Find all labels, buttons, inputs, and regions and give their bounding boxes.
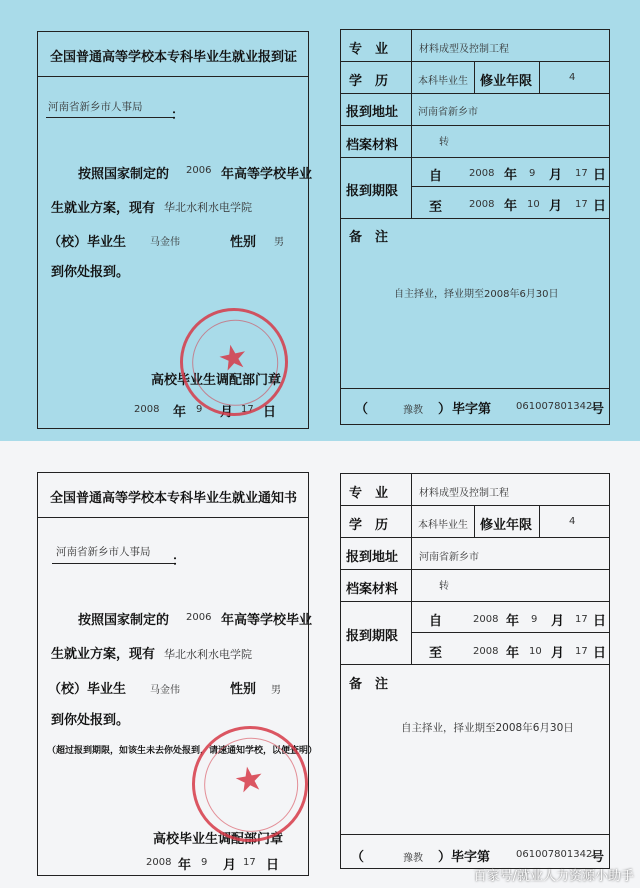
plan-year: 2006 — [186, 165, 212, 176]
report-address-value: 河南省新乡市 — [419, 552, 479, 563]
issue-day: 17 — [241, 404, 254, 415]
issue-year: 2008 — [146, 857, 172, 868]
red-official-seal: ★ — [183, 717, 317, 851]
report-certificate — [0, 0, 640, 441]
recipient-colon: ： — [171, 108, 185, 123]
from-month: 9 — [531, 614, 538, 625]
to-month-char: 月 — [549, 199, 563, 214]
notes-label: 备 注 — [349, 230, 389, 245]
from-year-char: 年 — [504, 168, 518, 183]
period-from-char: 自 — [429, 614, 443, 629]
to-year: 2008 — [473, 646, 499, 657]
body-line2: 生就业方案，现有 — [51, 647, 156, 662]
gender-label: 性别 — [230, 682, 257, 697]
graduate-name: 马金伟 — [150, 685, 180, 696]
body-line4: 到你处报到。 — [51, 713, 130, 728]
period-to-char: 至 — [429, 646, 443, 661]
to-year-char: 年 — [504, 199, 518, 214]
certificate-title: 全国普通高等学校本专科毕业生就业报到证 — [50, 50, 298, 65]
to-day-char: 日 — [593, 646, 607, 661]
period-to-char: 至 — [429, 200, 443, 215]
to-month-char: 月 — [551, 646, 565, 661]
graduate-name: 马金伟 — [150, 237, 180, 248]
archive-label: 档案材料 — [346, 138, 399, 153]
from-day: 17 — [575, 168, 588, 179]
study-years-label: 修业年限 — [480, 74, 533, 89]
body-line4: 到你处报到。 — [51, 265, 130, 280]
day-char: 日 — [266, 858, 280, 873]
source-watermark: 百家号/就业人力资源小助手 — [473, 869, 634, 884]
to-month: 10 — [527, 199, 540, 210]
dept-seal-label: 高校毕业生调配部门章 — [151, 373, 282, 388]
study-years-value: 4 — [569, 72, 576, 83]
body-line1-prefix: 按照国家制定的 — [78, 613, 170, 628]
study-years-label: 修业年限 — [480, 518, 533, 533]
school-name: 华北水利水电学院 — [164, 648, 252, 661]
recipient-colon: ： — [172, 554, 186, 569]
report-period-label: 报到期限 — [346, 629, 399, 644]
serial-suffix: 号 — [591, 402, 605, 417]
notes-value: 自主择业，择业期至2008年6月30日 — [394, 289, 559, 300]
to-month: 10 — [529, 646, 542, 657]
dept-seal-label: 高校毕业生调配部门章 — [153, 832, 284, 847]
notice-certificate — [0, 441, 640, 888]
from-month-char: 月 — [549, 168, 563, 183]
notes-label: 备 注 — [349, 677, 389, 692]
serial-label: 毕字第 — [452, 402, 492, 417]
paren-close: ） — [438, 850, 452, 865]
notes-value: 自主择业，择业期至2008年6月30日 — [401, 722, 574, 734]
from-month: 9 — [529, 168, 536, 179]
paren-close: ） — [438, 402, 452, 417]
body-line3-prefix: （校）毕业生 — [48, 682, 127, 697]
body-line3-prefix: （校）毕业生 — [48, 235, 127, 250]
notice-right-panel — [340, 473, 610, 869]
issuer-code: 豫教 — [403, 405, 423, 416]
from-day: 17 — [575, 614, 588, 625]
divider — [38, 76, 308, 77]
education-value: 本科毕业生 — [418, 76, 468, 87]
serial-suffix: 号 — [591, 850, 605, 865]
year-char: 年 — [173, 405, 187, 420]
year-char: 年 — [178, 858, 192, 873]
issue-year: 2008 — [134, 404, 160, 415]
report-address-label: 报到地址 — [346, 550, 399, 565]
from-month-char: 月 — [551, 614, 565, 629]
from-day-char: 日 — [593, 614, 607, 629]
from-day-char: 日 — [593, 168, 607, 183]
recipient-unit: 河南省新乡市人事局 — [56, 546, 151, 558]
paren-open: （ — [351, 850, 365, 865]
report-address-label: 报到地址 — [346, 105, 399, 120]
from-year: 2008 — [469, 168, 495, 179]
major-label: 专 业 — [349, 486, 389, 501]
from-year: 2008 — [473, 614, 499, 625]
to-year-char: 年 — [506, 646, 520, 661]
overdue-note: （超过报到期限，如该生未去你处报到，请速通知学校，以便查明） — [47, 746, 318, 756]
notice-title: 全国普通高等学校本专科毕业生就业通知书 — [50, 491, 298, 506]
to-year: 2008 — [469, 199, 495, 210]
education-value: 本科毕业生 — [418, 520, 468, 531]
serial-number: 061007801342 — [516, 849, 593, 860]
month-char: 月 — [220, 405, 234, 420]
gender-label: 性别 — [230, 235, 257, 250]
to-day: 17 — [575, 646, 588, 657]
issue-month: 9 — [201, 857, 208, 868]
archive-value: 转 — [439, 137, 449, 148]
to-day: 17 — [575, 199, 588, 210]
education-label: 学 历 — [349, 518, 389, 533]
major-label: 专 业 — [349, 42, 389, 57]
paren-open: （ — [355, 402, 369, 417]
major-value: 材料成型及控制工程 — [419, 44, 509, 55]
body-line2: 生就业方案，现有 — [51, 201, 156, 216]
to-day-char: 日 — [593, 199, 607, 214]
plan-year: 2006 — [186, 612, 212, 623]
issue-month: 9 — [196, 404, 203, 415]
serial-number: 061007801342 — [516, 401, 593, 412]
school-name: 华北水利水电学院 — [164, 201, 252, 214]
body-line1-suffix: 年高等学校毕业 — [221, 167, 313, 182]
major-value: 材料成型及控制工程 — [419, 488, 509, 499]
report-period-label: 报到期限 — [346, 184, 399, 199]
education-label: 学 历 — [349, 74, 389, 89]
month-char: 月 — [223, 858, 237, 873]
recipient-underline — [52, 563, 176, 564]
period-from-char: 自 — [429, 169, 443, 184]
issue-day: 17 — [243, 857, 256, 868]
from-year-char: 年 — [506, 614, 520, 629]
recipient-underline — [46, 117, 174, 118]
archive-label: 档案材料 — [346, 582, 399, 597]
issuer-code: 豫教 — [403, 853, 423, 864]
red-official-seal: ★ — [170, 298, 298, 426]
report-address-value: 河南省新乡市 — [418, 107, 478, 118]
body-line1-suffix: 年高等学校毕业 — [221, 613, 313, 628]
study-years-value: 4 — [569, 516, 576, 527]
report-certificate-right-panel — [340, 29, 610, 425]
recipient-unit: 河南省新乡市人事局 — [48, 101, 143, 113]
gender-value: 男 — [271, 685, 281, 696]
archive-value: 转 — [439, 581, 449, 592]
serial-label: 毕字第 — [451, 850, 491, 865]
body-line1-prefix: 按照国家制定的 — [78, 167, 170, 182]
day-char: 日 — [263, 405, 277, 420]
gender-value: 男 — [274, 237, 284, 248]
